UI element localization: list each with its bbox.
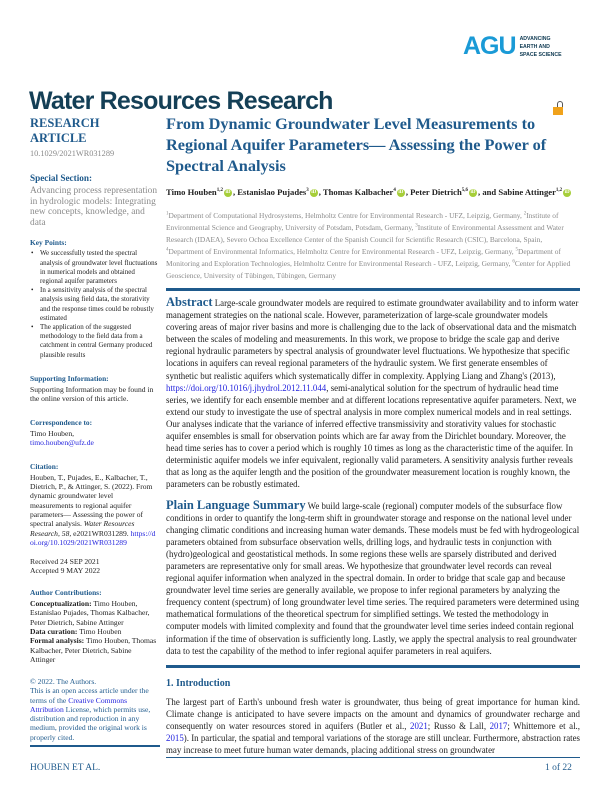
plain-language-summary: [166, 499, 580, 657]
introduction-text-part: The largest part of Earth's unbound fresh water is groundwater, thus being of great importance for human kind. Climate change is anticipated to have severe impacts on the amount and dynamics of groundwater recharge and consequently on water resources stored in aquifers (Butler et al.,: [166, 696, 580, 731]
author-name: Sabine Attinger: [498, 187, 556, 197]
citation-text: Houben, T., Pujades, E., Kalbacher, T., Dietrich, P., & Attinger, S. (2022). From dynamic groundwater level measurements to regional aquifer parameters— Assessing the power of spectral analysis.: [30, 472, 153, 529]
introduction-text-part: ). In particular, the spatial and temporal variations of the storage are still unclear. Furthermore, abstraction rates may increase to meet future human water demands, placing additional stress on groundwater: [166, 733, 580, 756]
reference-link[interactable]: 2017: [489, 720, 508, 731]
contribution-item: [30, 636, 158, 664]
supporting-info-text: Supporting Information may be found in the online version of this article.: [30, 385, 154, 404]
affiliation-number: 2: [523, 211, 527, 217]
affiliation-text: Institute of Environmental Science and Geography, University of Potsdam, Potsdam, Germany,: [166, 211, 559, 232]
contribution-role: Formal analysis:: [30, 636, 85, 646]
pls-text: We build large-scale (regional) computer models of the subsurface flow conditions in order to quantify the long-term shift in groundwater storage and response on the national level under changing climatic conditions and increasing human water demands. These models must be fed with hydrogeological parameters obtained from subsurface observation wells, drilling logs, and hydraulic tests in conjunction with (hydro)geological and geostatistical methods. In some regions these wells are sparsely distributed and derived parameters are representative only for small areas. We hypothesize that groundwater level records can reveal regional aquifer information when analyzed in the spectral domain. In order to bridge that scale gap and because groundwater level time series are generally available, we propose to infer regional parameters by analyzing the frequency content (spectrum) of long groundwater level time series. The required parameters were determined using mathematical formulations of the theoretical spectrum for simplified settings. We tested the methodology in computer models with limited complexity and found that the groundwater level time series indeed contain regional information if the time of observation is sufficiently long. Lastly, we apply the spectral analysis to real groundwater data to test the capability of the method to infer regional aquifer parameters in real aquifers.: [166, 500, 580, 656]
license-text: This is an open access article under the terms of the: [30, 686, 149, 705]
abstract-doi-link[interactable]: https://doi.org/10.1016/j.jhydrol.2012.11.044: [166, 382, 327, 393]
orcid-icon[interactable]: iD: [225, 190, 231, 196]
abstract-text: Large-scale groundwater models are required to estimate groundwater availability and to inform water management strategies on the national scale. However, parameterization of large-scale groundwater models covering areas of major river basins and more is challenging due to the lack of observational data and the mismatch between the scales of modeling and measurements. In this work, we propose to bridge the scale gap and derive regional hydraulic parameters by spectral analysis of groundwater level fluctuations. We hypothesize that specific locations in aquifers can reveal regional parameters of the hydraulic system. We first generate ensembles of synthetic but realistic aquifers which systematically differ in complexity. Applying Liang and Zhang's (2013),: [166, 298, 579, 381]
footer-divider: [166, 757, 580, 758]
author-affiliation-marker: 5,6: [461, 188, 469, 194]
tagline-line: ADVANCING: [519, 35, 551, 42]
key-points: [30, 238, 158, 360]
contributions-heading: Author Contributions:: [30, 587, 102, 597]
agu-logo-mark: AGU: [463, 32, 516, 60]
affiliations: [166, 210, 580, 282]
tagline-line: EARTH AND: [519, 43, 550, 50]
contribution-item: [30, 627, 158, 636]
author-name: Estanislao Pujades: [237, 187, 307, 197]
key-point: • The application of the suggested methodology to the field data from a catchment in central Germany produced plausible results: [30, 323, 158, 360]
correspondence: [30, 418, 158, 448]
pls-heading: Plain Language Summary: [166, 497, 306, 512]
agu-logo: [463, 34, 562, 59]
author-name: Timo Houben: [166, 187, 217, 197]
reference-link[interactable]: 2021: [410, 720, 428, 731]
correspondence-email-link[interactable]: timo.houben@ufz.de: [30, 438, 94, 448]
orcid-icon[interactable]: iD: [470, 190, 476, 196]
received-date: Received 24 SEP 2021: [30, 557, 100, 567]
key-points-heading: Key Points:: [30, 238, 67, 247]
citation-article-id: e2021WR031289.: [73, 528, 129, 538]
author-separator: , and: [478, 187, 499, 197]
license-link[interactable]: Creative Commons Attribution: [30, 695, 128, 714]
accepted-date: Accepted 9 MAY 2022: [30, 566, 101, 576]
special-section-text: Advancing process representation in hydrologic models: Integrating new concepts, knowledge, and data: [30, 186, 158, 228]
reference-link[interactable]: 2015: [166, 733, 184, 743]
author-separator: ,: [405, 187, 411, 197]
contribution-names: Timo Houben, Estanislao Pujades, Thomas Kalbacher, Peter Dietrich, Sabine Attinger: [30, 599, 150, 627]
copyright-notice: [30, 667, 158, 742]
affiliation-number: 3: [415, 223, 418, 229]
contribution-names: Timo Houben: [79, 626, 122, 636]
affiliation-number: 1: [166, 211, 169, 217]
author-affiliation-marker: 1,2: [555, 188, 563, 194]
citation: [30, 462, 158, 548]
introduction-text: [166, 696, 580, 756]
author-separator: ,: [232, 187, 238, 197]
article-doi: 10.1029/2021WR031289: [30, 149, 115, 158]
article-type: RESEARCH ARTICLE: [30, 116, 100, 145]
affiliation-text: Center for Applied Geoscience, University of Tübingen, Tübingen, Germany: [166, 259, 571, 280]
contribution-names: Timo Houben, Thomas Kalbacher, Peter Dietrich, Sabine Attinger: [30, 636, 157, 664]
affiliation-number: 4: [166, 247, 169, 253]
introduction-text-part: ; Whittemore et al.,: [507, 720, 580, 731]
tagline-line: SPACE SCIENCE: [519, 51, 562, 58]
affiliation-number: 6: [512, 259, 515, 265]
main-column: [166, 113, 580, 756]
supporting-information: [30, 374, 158, 404]
journal-title: Water Resources Research: [29, 87, 333, 115]
author-contributions: [30, 588, 158, 664]
page-number: 1 of 22: [545, 763, 572, 773]
article-title: From Dynamic Groundwater Level Measurements to Regional Aquifer Parameters— Assessing the Power of Spectral Analysis: [166, 114, 547, 175]
key-point: • In a sensitivity analysis of the spectral analysis using field data, the storativity and the response times could be robustly estimated: [30, 286, 158, 323]
orcid-icon[interactable]: iD: [564, 190, 570, 196]
contribution-role: Data curation:: [30, 626, 78, 636]
orcid-icon[interactable]: iD: [398, 190, 404, 196]
introduction-text-part: ; Russo & Lall,: [427, 720, 490, 731]
affiliation-text: Department of Computational Hydrosystems, Helmholtz Centre for Environmental Research - UFZ, Leipzig, Germany,: [168, 211, 524, 220]
abstract-heading: Abstract: [166, 295, 213, 309]
affiliation-text: Department of Environmental Informatics, Helmholtz Centre for Environmental Research - UFZ, Leipzig, Germany,: [168, 247, 516, 256]
section-divider: [166, 665, 580, 668]
citation-doi-link[interactable]: https://doi.org/10.1029/2021WR031289: [30, 528, 156, 547]
orcid-icon[interactable]: iD: [311, 190, 317, 196]
author-name: Thomas Kalbacher: [322, 187, 394, 197]
author-affiliation-marker: 4: [393, 188, 396, 194]
copyright-line: © 2022. The Authors.: [30, 676, 97, 686]
license-text-end: License, which permits use, distribution and reproduction in any medium, provided the original work is properly cited.: [30, 704, 151, 742]
section-divider: [166, 288, 580, 291]
special-section: [30, 173, 158, 228]
footer-authors: HOUBEN ET AL.: [30, 763, 101, 773]
citation-journal: Water Resources Research, 58,: [30, 519, 135, 538]
special-section-heading: Special Section:: [30, 173, 93, 183]
author-affiliation-marker: 3: [306, 188, 309, 194]
supporting-info-heading: Supporting Information:: [30, 373, 109, 383]
contribution-item: [30, 599, 158, 627]
correspondence-heading: Correspondence to:: [30, 417, 93, 427]
author-separator: ,: [318, 187, 323, 197]
sidebar: [30, 116, 158, 742]
affiliation-number: 5: [515, 247, 518, 253]
author-list: [166, 186, 580, 198]
agu-tagline: [520, 35, 562, 59]
author-name: Peter Dietrich: [410, 187, 462, 197]
sidebar-divider: [30, 745, 160, 747]
dates: [30, 557, 158, 576]
contribution-role: Conceptualization:: [30, 599, 92, 609]
key-point: • We successfully tested the spectral analysis of groundwater level fluctuations in numerical models and obtained regional aquifer parameters: [30, 249, 158, 286]
citation-heading: Citation:: [30, 461, 59, 471]
introduction-heading: 1. Introduction: [166, 677, 231, 689]
author-affiliation-marker: 1,2: [216, 188, 223, 194]
abstract: [166, 296, 580, 491]
correspondence-name: Timo Houben,: [30, 428, 75, 438]
affiliation-text: Institute of Environmental Assessment and Water Research (IDAEA), Severo Ochoa Excellence Center of the Spanish Council for Scientific Research (CSIC), Barcelona, Spain,: [166, 223, 564, 244]
affiliation-text: Department of Monitoring and Exploration Technologies, Helmholtz Centre for Environmental Research - UFZ, Leipzig, Germany,: [166, 247, 561, 268]
abstract-text-end: , semi-analytical solution for the spectrum of hydraulic head time series, we identify for each ensemble member and at different locations representative aquifer parameters. Next, we extend our study to investigate the use of spectral analysis in more complex numerical models and in real settings. Our analyses indicate that the variance of inferred effective transmissivity and storativity values for stochastic aquifer ensembles is small for observation points which are far away from the Dirichlet boundary. Moreover, the head time series has to cover a period which is roughly 10 times as long as the characteristic time of the aquifer. In deterministic aquifer models we infer equivalent, regionally valid parameters. A sensitivity analysis further reveals that as long as the aquifer length and the position of the groundwater measurement location is roughly known, the parameters can be robustly estimated.: [166, 382, 577, 490]
